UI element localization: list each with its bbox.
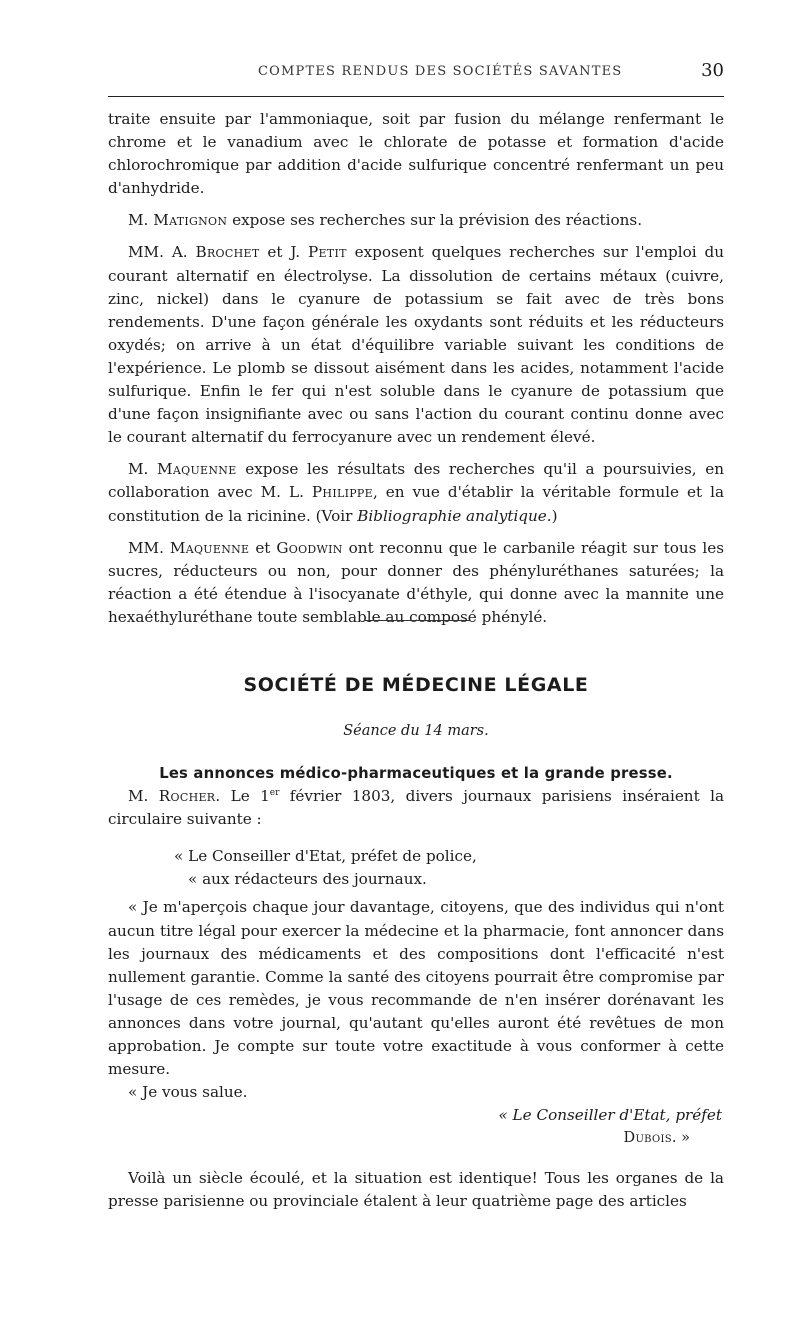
signature-name bbox=[108, 1127, 724, 1150]
page-number: 30 bbox=[701, 60, 724, 81]
author-name: Petit bbox=[307, 243, 347, 262]
running-title: COMPTES RENDUS DES SOCIÉTÉS SAVANTES bbox=[258, 64, 623, 79]
quote-heading-line-2: « aux rédacteurs des journaux. bbox=[188, 870, 427, 889]
author-name: Philippe bbox=[311, 483, 373, 502]
closing-paragraph: Voilà un siècle écoulé, et la situation est identique! Tous les organes de la presse parisienne ou provinciale étalent à leur quatrième page des articles bbox=[108, 1168, 724, 1210]
paragraph-text: février 1803, divers journaux parisiens inséraient la circulaire suivante : bbox=[108, 787, 725, 829]
section-separator bbox=[364, 620, 470, 621]
signature-end: . » bbox=[671, 1130, 690, 1147]
paragraph-text: expose ses recherches sur la prévision des réactions. bbox=[232, 211, 643, 230]
author-name: Brochet bbox=[195, 243, 260, 262]
upper-section bbox=[108, 108, 724, 629]
quote-salutation: « Je vous salue. bbox=[128, 1083, 248, 1102]
author-name: Matignon bbox=[153, 211, 228, 230]
prefix: MM. bbox=[128, 538, 164, 557]
header-rule bbox=[108, 96, 724, 97]
signature-title-text: « Le Conseiller d'Etat, préfet bbox=[498, 1106, 722, 1125]
quote-body: « Je m'aperçois chaque jour davantage, citoyens, que des individus qui n'ont aucun titre légal pour exercer la médecine et la pharmacie, font annoncer dans les journaux des médicaments et des compositions dont l'efficacité n'est nullement garantie. Comme la santé des citoyens pourrait être compromise par l'usage de ces remèdes, je vous recommande de n'en insérer dorénavant les annonces dans votre journal, qu'autant qu'elles auront été revêtues de mon approbation. Je compte sur toute votre exactitude à vous conformer à cette mesure. bbox=[108, 898, 724, 1079]
paragraph-text: expose les résultats des recherches qu'il a poursuivies, en collaboration avec M. L. bbox=[108, 460, 724, 502]
prefix: MM. A. bbox=[128, 243, 188, 262]
superscript: er bbox=[269, 788, 280, 799]
paragraph-matignon bbox=[108, 209, 724, 232]
paragraph-brochet-petit bbox=[108, 241, 724, 449]
closing-paren: ) bbox=[551, 506, 558, 525]
author-name: Goodwin bbox=[276, 538, 343, 557]
paragraph-text: exposent quelques recherches sur l'emploi du courant alternatif en électrolyse. La dissolution de certains métaux (cuivre, zinc, nickel) dans le cyanure de potassium se fait avec de très bons rendements. D'une façon générale les oxydants sont réduits et les réducteurs oxydés; on arrive à un état d'équilibre variable suivant les conditions de l'expérience. Le plomb se dissout aisément dans les acides, notamment l'acide sulfurique. Enfin le fer qui n'est soluble dans le cyanure de potassium que d'une façon insignifiante avec ou sans l'action du courant continu donne avec le courant alternatif du ferrocyanure avec un rendement élevé. bbox=[108, 243, 724, 447]
prefix: M. bbox=[128, 211, 149, 230]
author-name: Maquenne bbox=[157, 460, 237, 479]
article-section bbox=[108, 762, 724, 1213]
seance-date: Séance du 14 mars. bbox=[343, 723, 489, 739]
paragraph-text: , en vue d'établir la véritable formule et la constitution de la ricinine. (Voir bbox=[108, 483, 725, 525]
paragraph-text: . Le 1 bbox=[215, 787, 270, 806]
article-title: Les annonces médico-pharmaceutiques et la grande presse. bbox=[159, 765, 673, 782]
paragraph-maquenne-goodwin bbox=[108, 537, 724, 629]
paragraph-text: ont reconnu que le carbanile réagit sur tous les sucres, réducteurs ou non, pour donner des phényluréthanes saturées; la réaction a été étendue à l'isocyanate d'éthyle, qui donne avec la mannite une hexaéthyluréthane toute semblable au composé phénylé. bbox=[108, 538, 725, 626]
author-name: Rocher bbox=[158, 787, 216, 806]
quote-heading-line-1: « Le Conseiller d'Etat, préfet de police, bbox=[174, 847, 477, 866]
author-name: Maquenne bbox=[169, 538, 250, 557]
signature-name-text: Dubois bbox=[623, 1130, 672, 1147]
running-head bbox=[108, 62, 724, 86]
connector: et J. bbox=[267, 243, 301, 262]
prefix: M. bbox=[128, 787, 149, 806]
article-intro bbox=[108, 785, 724, 831]
connector: et bbox=[255, 538, 271, 557]
signature-title bbox=[108, 1104, 724, 1127]
paragraph-maquenne bbox=[108, 458, 724, 527]
society-title: SOCIÉTÉ DE MÉDECINE LÉGALE bbox=[243, 674, 589, 696]
bibliography-reference: Bibliographie analytique. bbox=[357, 506, 552, 525]
paragraph-continuation: traite ensuite par l'ammoniaque, soit par fusion du mélange renfermant le chrome et le vanadium avec le chlorate de potasse et formation d'acide chlorochromique par addition d'acide sulfurique concentré renfermant un peu d'anhydride. bbox=[108, 110, 724, 198]
prefix: M. bbox=[128, 460, 149, 479]
